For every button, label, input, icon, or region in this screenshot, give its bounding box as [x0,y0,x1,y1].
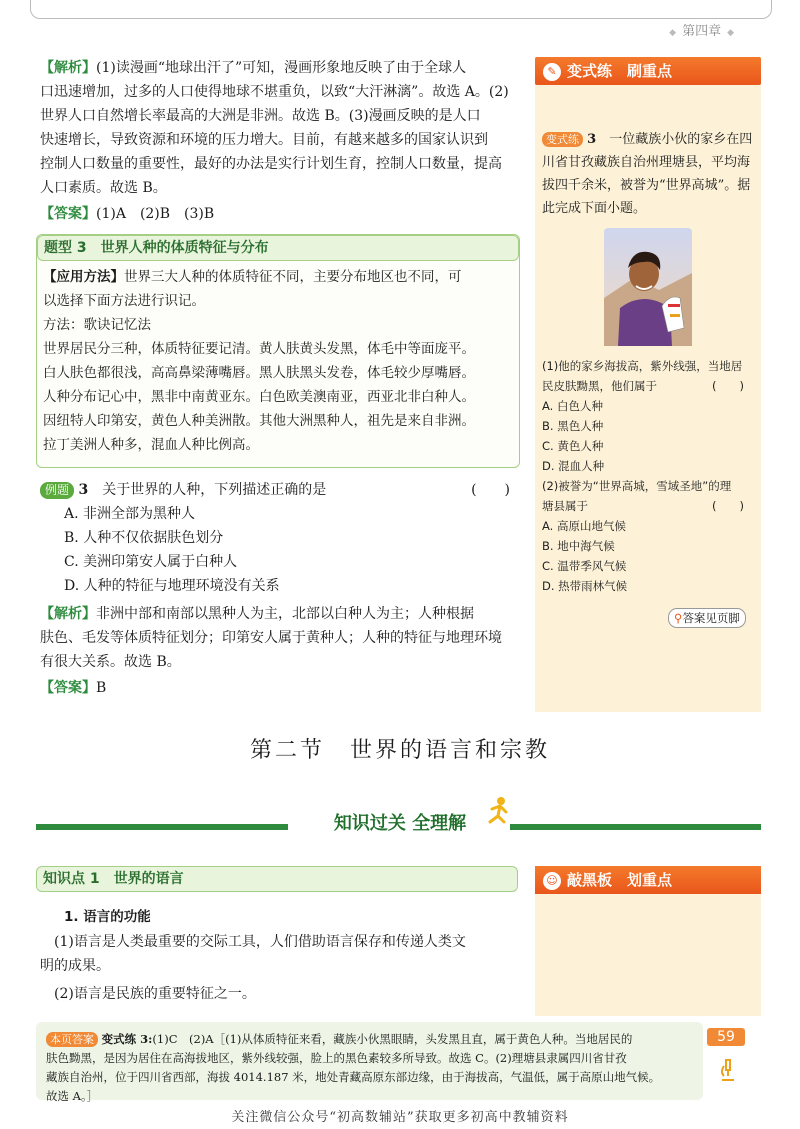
analysis-line: 【解析】(1)读漫画“地球出汗了”可知，漫画形象地反映了由于全球人 [40,60,467,76]
section-title: 第二节 世界的语言和宗教 [249,738,550,763]
teacher-icon: ☺ [543,872,561,890]
method-line: 【应用方法】世界三大人种的体质特征不同，主要分布地区也不同，可 [43,269,462,285]
type3-title: 题型 3 世界人种的体质特征与分布 [37,235,519,261]
footer-line: 故选 A。］ [46,1089,99,1103]
kp-line: (2)语言是民族的重要特征之一。 [54,986,256,1002]
intro-line: 拔四千余米，被誉为“世界高城”。据 [542,178,751,193]
analysis-line: 世界人口自然增长率最高的大洲是非洲。故选 B。(3)漫画反映的是人口 [40,108,481,124]
kp-body [40,930,520,1006]
q2-line: (2)被誉为“世界高城，雪域圣地”的理 [542,479,732,493]
footer-line: 肤色黝黑，是因为居住在高海拔地区，紫外线较强，脸上的黑色素较多所导致。故选 C。(2)理塘县隶属四川省甘孜 [46,1051,627,1065]
footer-answer-text [46,1030,696,1106]
analysis-line: 有很大关系。故选 B。 [40,654,181,670]
q1-option-b: B. 黑色人种 [542,419,604,433]
answer-text: B [96,680,107,696]
kp-title: 知识点 1 世界的语言 [36,866,518,892]
pencil-icon: ✎ [543,63,561,81]
analysis-line: 控制人口数量的重要性，最好的办法是实行计划生育，控制人口数量，提高 [40,156,502,172]
q2-option-c: C. 温带季风气候 [542,559,627,573]
answer-2 [40,676,520,700]
answer-note-tag [668,608,746,628]
method-line: 方法：歌诀记忆法 [43,317,151,333]
footer-line: 本页答案 变式练 3:(1)C (2)A［(1)从体质特征来看，藏族小伙黑眼睛，头发黑且直，属于黄色人种。当地居民的 [46,1030,696,1049]
sidebar-header [535,57,761,85]
q2-option-a: A. 高原山地气候 [542,519,626,533]
type3-body [43,265,513,457]
sidebar-question-1 [542,356,754,596]
top-border [30,0,772,19]
practice-badge: 变式练 [542,132,583,147]
q2-option-d: D. 热带雨林气候 [542,579,628,593]
answer-tag: 【答案】 [40,680,96,696]
rhyme-line: 世界居民分三种，体质特征要记清。黄人肤黄头发黑，体毛中等面庞平。 [43,341,475,357]
option-b: B. 人种不仅依据肤色划分 [64,530,224,546]
diamond-icon: ◆ [727,28,734,38]
intro-line: 此完成下面小题。 [542,201,647,216]
q1-line: 民皮肤黝黑，他们属于 ( ) [542,376,754,396]
key-icon: ⚲ [674,611,683,625]
banner-title: 知识过关 全理解 [333,813,467,834]
notes-header-a: 敲黑板 [567,871,613,889]
knowledge-point-1 [36,866,518,892]
analysis-line: 快速增长，导致资源和环境的压力增大。目前，有越来越多的国家认识到 [40,132,488,148]
q1-option-a: A. 白色人种 [542,399,603,413]
analysis-line: 【解析】非洲中部和南部以黑种人为主，北部以白种人为主；人种根据 [40,606,474,622]
example-question [40,478,520,502]
answer-tag: 【答案】 [40,206,96,222]
chapter-text: 第四章 [682,24,722,39]
sidebar-intro [542,128,754,220]
method-tag: 【应用方法】 [43,269,124,285]
q1-line: (1)他的家乡海拔高，紫外线强，当地居 [542,359,743,373]
q2-option-b: B. 地中海气候 [542,539,615,553]
practice-num: 3 [587,132,597,147]
option-c: C. 美洲印第安人属于白种人 [64,554,238,570]
example-3 [45,478,520,598]
notes-header [535,866,761,894]
rhyme-line: 白人肤色都很浅，高高鼻梁薄嘴唇。黑人肤黑头发卷，体毛较少厚嘴唇。 [43,365,475,381]
example-num: 3 [78,482,89,498]
sidebar-header-b: 刷重点 [627,62,673,80]
footer-label: 变式练 3: [101,1032,153,1046]
diamond-icon: ◆ [669,28,677,38]
option-d: D. 人种的特征与地理环境没有关系 [64,578,280,594]
microscope-icon [716,1058,738,1084]
type3-box [36,234,520,468]
intro-line: 川省甘孜藏族自治州理塘县，平均海 [542,155,751,170]
sidebar-header-a: 变式练 [567,62,613,80]
bottom-note: 关注微信公众号“初高数辅站”获取更多初高中教辅资料 [231,1110,569,1125]
analysis-tag: 【解析】 [40,606,96,622]
notes-header-b: 划重点 [627,871,673,889]
rhyme-line: 拉丁美洲人种多，混血人种比例高。 [43,437,259,453]
tibetan-boy-illustration [604,228,692,346]
analysis-2 [40,602,520,700]
answer-text: (1)A (2)B (3)B [96,206,215,222]
q1-option-d: D. 混血人种 [542,459,605,473]
kp-subtitle: 1. 语言的功能 [64,909,151,925]
method-line: 以选择下面方法进行识记。 [43,293,205,309]
kp-line: 明的成果。 [40,958,110,974]
q1-option-c: C. 黄色人种 [542,439,604,453]
analysis-line: 人口素质。故选 B。 [40,180,167,196]
page-number: 59 [707,1028,745,1046]
analysis-1 [40,56,520,226]
analysis-tag: 【解析】 [40,60,96,76]
rhyme-line: 因纽特人印第安，黄色人种美洲散。其他大洲黑种人，祖先是来自非洲。 [43,413,475,429]
q2-line: 塘县属于 ( ) [542,496,754,516]
chapter-label [663,20,740,39]
answer-paren: ( ) [712,499,744,513]
footer-badge: 本页答案 [46,1032,98,1047]
analysis-line: 口迅速增加，过多的人口使得地球不堪重负，以致“大汗淋漓”。故选 A。(2) [40,84,509,100]
example-question-text: 关于世界的人种，下列描述正确的是 [102,482,327,498]
analysis-line: 肤色、毛发等体质特征划分；印第安人属于黄种人；人种的特征与地理环境 [40,630,502,646]
kp-line: (1)语言是人类最重要的交际工具，人们借助语言保存和传递人类文 [54,934,466,950]
footer-line: 藏族自治州，位于四川省西部，海拔 4014.187 米，地处青藏高原东部边缘，由于海拔高，气温低，属于高原山地气候。 [46,1070,661,1084]
banner-line-right [510,824,761,830]
intro-line: 变式练 3 一位藏族小伙的家乡在四 [542,128,754,151]
answer-1 [40,202,520,226]
rhyme-line: 人种分布记心中，黑非中南黄亚东。白色欧美澳南亚，西亚北非白种人。 [43,389,475,405]
answer-paren: ( ) [712,379,744,393]
answer-paren: ( ) [471,482,510,498]
option-a: A. 非洲全部为黑种人 [64,506,196,522]
banner-line-left [36,824,288,830]
runner-icon [484,796,514,826]
example-badge: 例题 [40,482,74,499]
answer-note-text: 答案见页脚 [682,611,740,625]
